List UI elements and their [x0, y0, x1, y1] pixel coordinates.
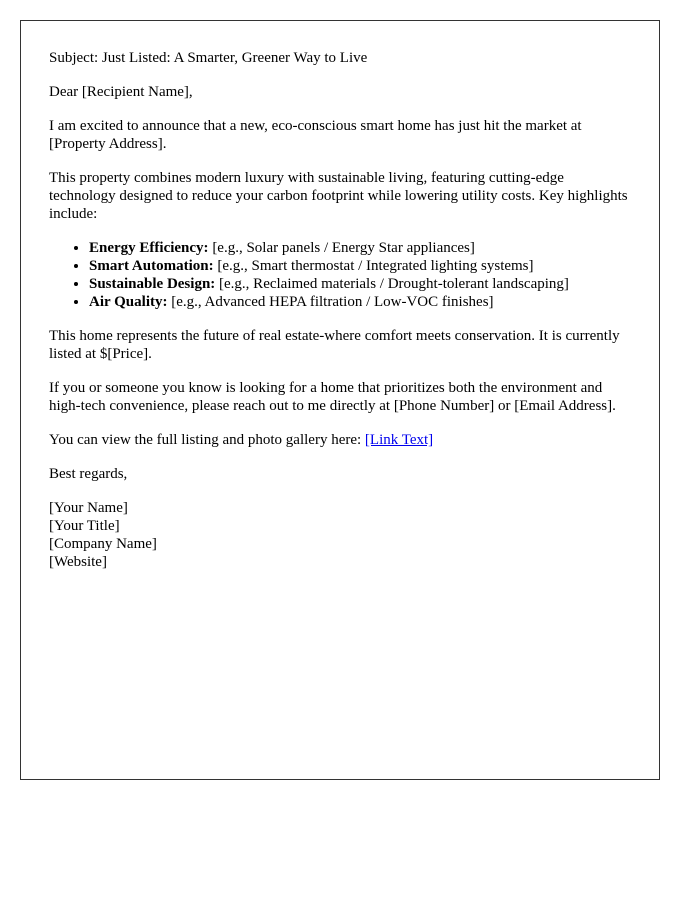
highlight-label: Energy Efficiency: — [89, 240, 209, 256]
signature-block — [49, 499, 631, 571]
signature-website: [Website] — [49, 554, 107, 570]
intro-paragraph: I am excited to announce that a new, eco-conscious smart home has just hit the market at [Property Address]. — [49, 118, 582, 152]
highlight-item — [89, 275, 631, 293]
highlight-label: Smart Automation: — [89, 258, 214, 274]
future-paragraph: This home represents the future of real estate-where comfort meets conservation. It is currently listed at $[Price]. — [49, 328, 620, 362]
highlight-item — [89, 257, 631, 275]
highlight-text: [e.g., Reclaimed materials / Drought-tolerant landscaping] — [215, 276, 569, 292]
description-paragraph: This property combines modern luxury with sustainable living, featuring cutting-edge technology designed to reduce your carbon footprint while lowering utility costs. Key highlights include: — [49, 170, 628, 222]
highlights-list — [49, 239, 631, 311]
highlight-text: [e.g., Advanced HEPA filtration / Low-VOC finishes] — [167, 294, 494, 310]
listing-prefix: You can view the full listing and photo gallery here: — [49, 432, 365, 448]
signature-title: [Your Title] — [49, 518, 120, 534]
listing-link[interactable]: [Link Text] — [364, 432, 434, 448]
highlight-item — [89, 293, 631, 311]
email-greeting: Dear [Recipient Name], — [49, 84, 193, 100]
listing-paragraph — [49, 431, 631, 449]
highlight-text: [e.g., Solar panels / Energy Star appliances] — [208, 240, 475, 256]
signature-company: [Company Name] — [49, 536, 157, 552]
email-subject: Subject: Just Listed: A Smarter, Greener Way to Live — [49, 50, 368, 66]
highlight-label: Sustainable Design: — [89, 276, 216, 292]
contact-paragraph: If you or someone you know is looking for a home that prioritizes both the environment and high-tech convenience, please reach out to me directly at [Phone Number] or [Email Address]. — [49, 380, 616, 414]
closing-line: Best regards, — [49, 466, 128, 482]
email-letter — [20, 20, 660, 780]
signature-name: [Your Name] — [49, 500, 128, 516]
highlight-text: [e.g., Smart thermostat / Integrated lighting systems] — [213, 258, 534, 274]
highlight-item — [89, 239, 631, 257]
highlight-label: Air Quality: — [89, 294, 168, 310]
